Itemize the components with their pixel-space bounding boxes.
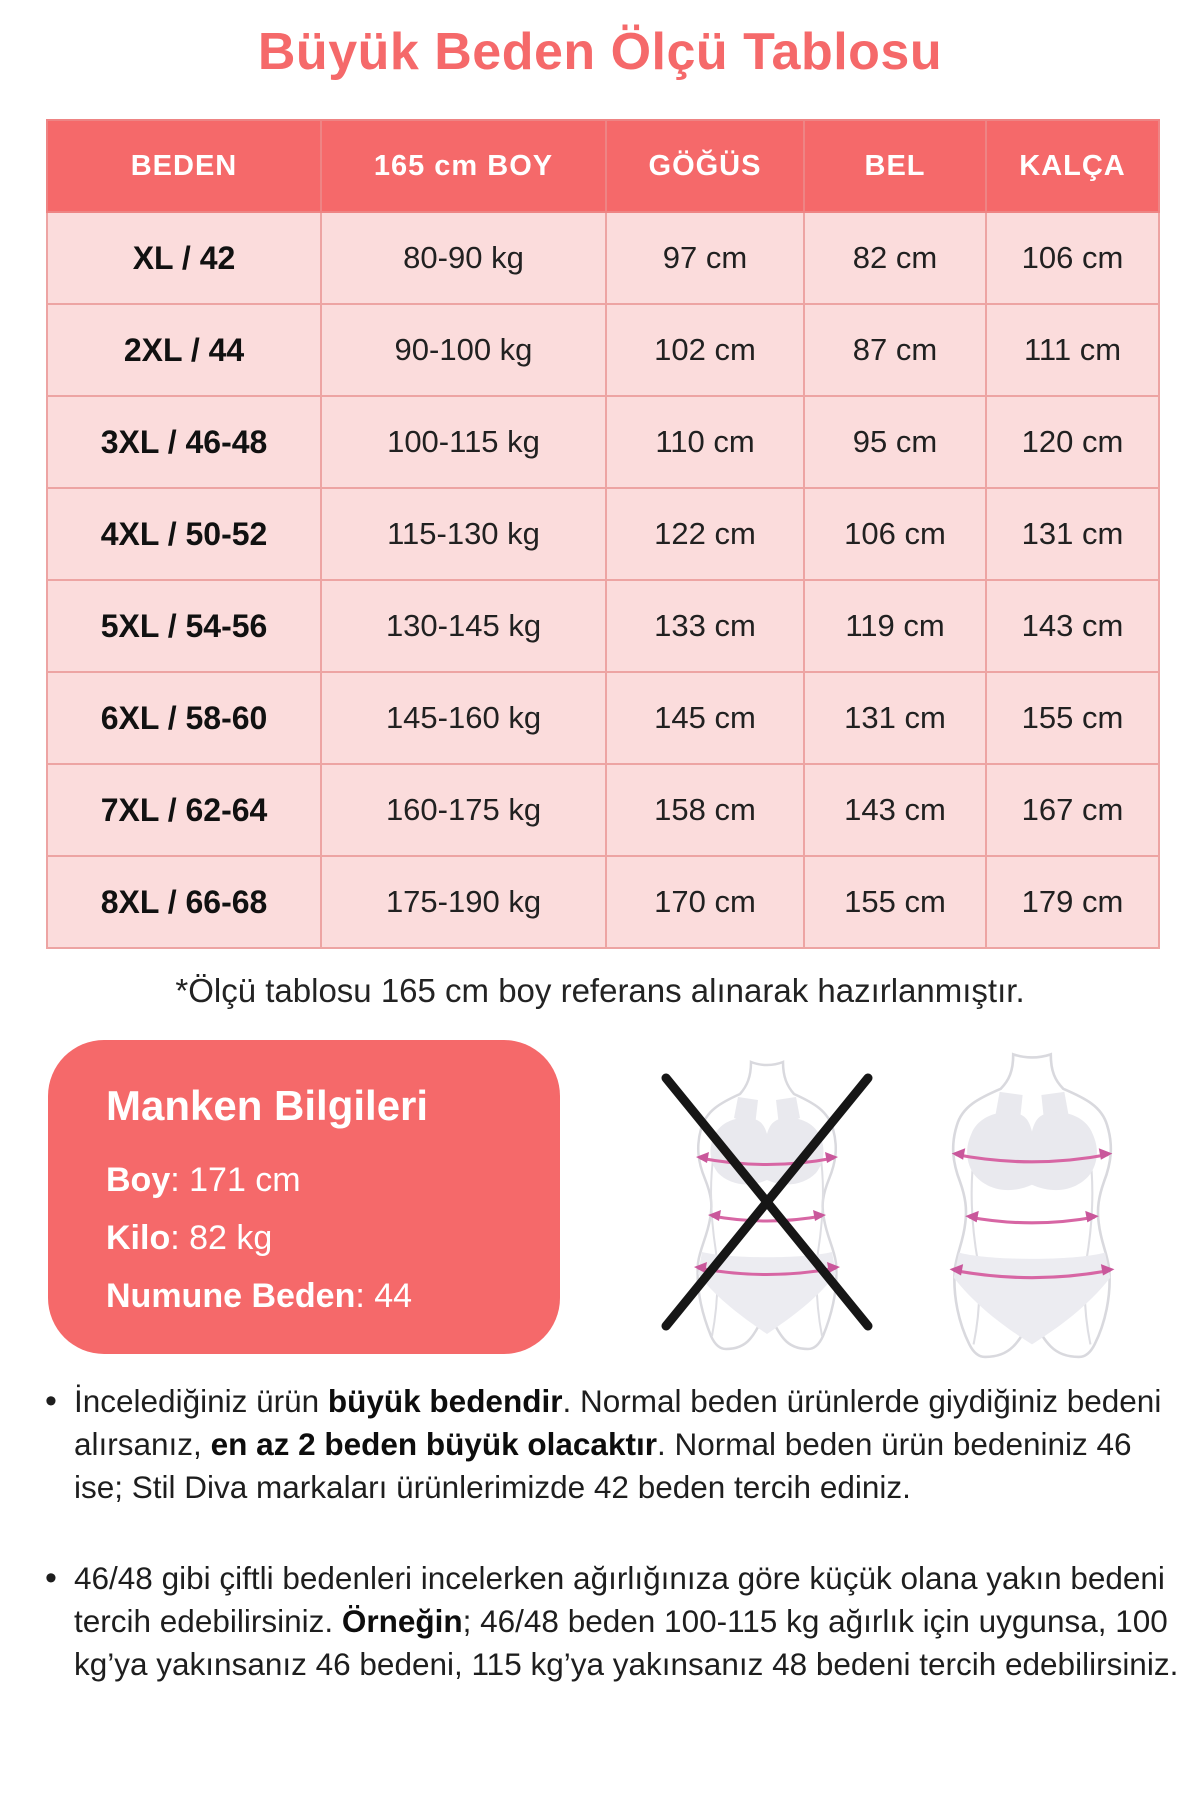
table-row [47,212,1159,304]
model-height-line: Boy: 171 cm [106,1161,301,1199]
cell-chest: 170 cm [606,856,804,948]
cell-weight: 90-100 kg [321,304,606,396]
table-row [47,396,1159,488]
list-item [28,1380,1180,1509]
cell-weight: 175-190 kg [321,856,606,948]
cell-hip: 106 cm [986,212,1159,304]
cell-hip: 143 cm [986,580,1159,672]
cell-weight: 130-145 kg [321,580,606,672]
cell-size: 2XL / 44 [47,304,321,396]
header-cell-size: BEDEN [47,120,321,212]
model-sample-size-line: Numune Beden: 44 [106,1276,413,1315]
cell-hip: 179 cm [986,856,1159,948]
cell-weight: 145-160 kg [321,672,606,764]
info-notes-list [28,1380,1180,1686]
header-cell-chest: GÖĞÜS [606,120,804,212]
model-info-title: Manken Bilgileri [106,1082,429,1129]
cell-size: 6XL / 58-60 [47,672,321,764]
table-row [47,304,1159,396]
list-item [28,1557,1180,1686]
table-row [47,672,1159,764]
cell-weight: 80-90 kg [321,212,606,304]
bullet-marker: • [45,1559,57,1597]
size-table-header-row [47,120,1159,212]
cell-hip: 131 cm [986,488,1159,580]
slim-body-crossed-icon [652,1052,882,1352]
cell-hip: 111 cm [986,304,1159,396]
cell-weight: 100-115 kg [321,396,606,488]
table-row [47,764,1159,856]
size-table [46,119,1160,949]
cell-waist: 87 cm [804,304,986,396]
header-cell-waist: BEL [804,120,986,212]
model-info-box [48,1040,560,1354]
cell-size: 7XL / 62-64 [47,764,321,856]
cell-size: 8XL / 66-68 [47,856,321,948]
cell-chest: 110 cm [606,396,804,488]
cell-size: XL / 42 [47,212,321,304]
cell-waist: 95 cm [804,396,986,488]
cell-waist: 143 cm [804,764,986,856]
table-row [47,856,1159,948]
cell-chest: 97 cm [606,212,804,304]
cell-waist: 82 cm [804,212,986,304]
cell-chest: 102 cm [606,304,804,396]
cell-size: 4XL / 50-52 [47,488,321,580]
header-cell-weight: 165 cm BOY [321,120,606,212]
cell-chest: 145 cm [606,672,804,764]
cell-waist: 106 cm [804,488,986,580]
cell-hip: 155 cm [986,672,1159,764]
cell-chest: 133 cm [606,580,804,672]
bullet-text: 46/48 gibi çiftli bedenleri incelerken ağırlığınıza göre küçük olana yakın bedeni tercih edebilirsiniz. Örneğin; 46/48 beden 100-115 kg ağırlık için uygunsa, 100 kg’ya yakınsanız 46 bedeni, 115 kg’ya yakınsanız 48 bedeni tercih edebilirsiniz. [74,1560,1179,1682]
cell-hip: 120 cm [986,396,1159,488]
bullet-marker: • [45,1382,57,1420]
cell-waist: 131 cm [804,672,986,764]
table-row [47,488,1159,580]
footnote: *Ölçü tablosu 165 cm boy referans alınarak hazırlanmıştır. [175,972,1025,1009]
cell-waist: 119 cm [804,580,986,672]
cell-chest: 158 cm [606,764,804,856]
cell-chest: 122 cm [606,488,804,580]
table-row [47,580,1159,672]
cell-size: 5XL / 54-56 [47,580,321,672]
model-weight-line: Kilo: 82 kg [106,1218,273,1257]
cell-size: 3XL / 46-48 [47,396,321,488]
cell-waist: 155 cm [804,856,986,948]
page-title: Büyük Beden Ölçü Tablosu [257,23,943,81]
cell-weight: 160-175 kg [321,764,606,856]
cell-weight: 115-130 kg [321,488,606,580]
plus-body-measure-icon [912,1046,1152,1359]
bullet-text: İncelediğiniz ürün büyük bedendir. Normal beden ürünlerde giydiğiniz bedeni alırsanız, en az 2 beden büyük olacaktır. Normal beden ürün bedeniniz 46 ise; Stil Diva markaları ürünlerimizde 42 beden tercih ediniz. [74,1383,1162,1505]
cell-hip: 167 cm [986,764,1159,856]
header-cell-hip: KALÇA [986,120,1159,212]
